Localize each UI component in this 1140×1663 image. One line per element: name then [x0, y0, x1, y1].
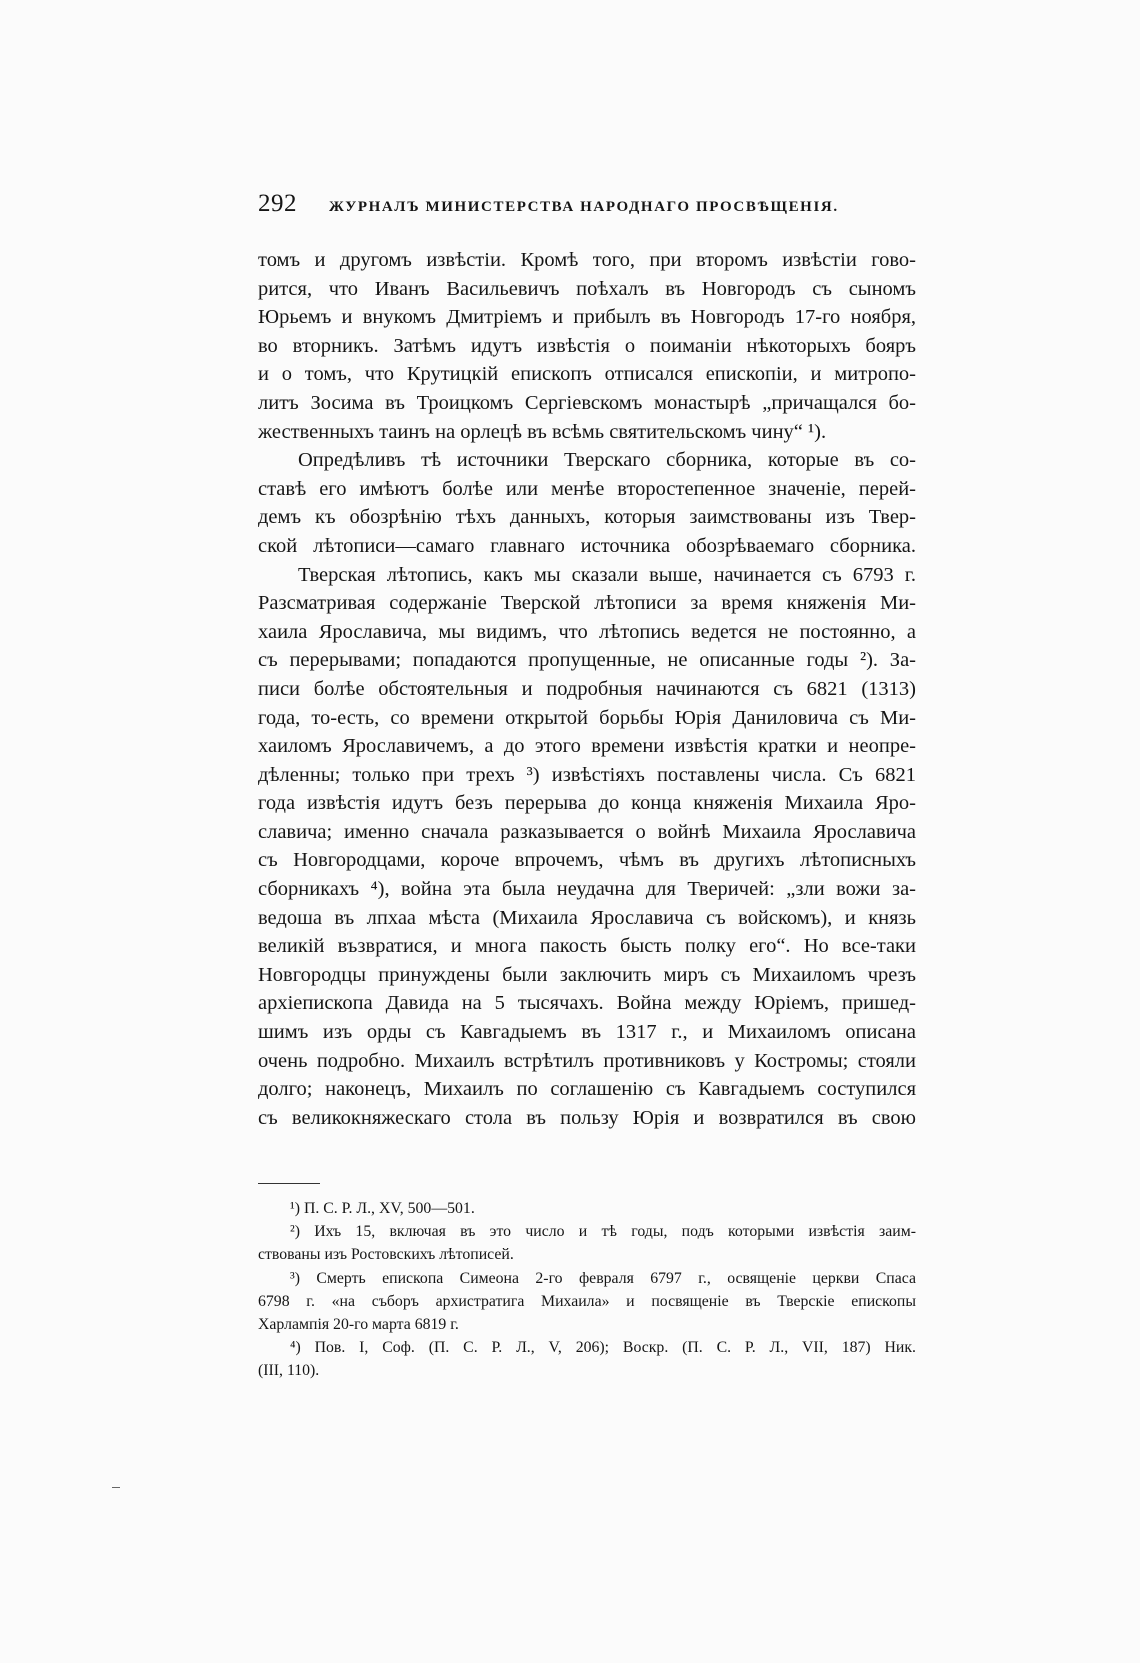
paragraph-2 — [258, 446, 916, 560]
footnote-line: ³) Смерть епископа Симеона 2-го февраля 6797 г., освященіе церкви Спаса — [290, 1269, 916, 1287]
text-line: Юрьемъ и внукомъ Дмитріемъ и прибылъ въ Новгородъ 17-го ноября, — [258, 306, 916, 329]
footnote-line: Харлампія 20-го марта 6819 г. — [258, 1316, 459, 1334]
text-line: томъ и другомъ извѣстіи. Кромѣ того, при второмъ извѣстіи гово- — [258, 249, 916, 271]
text-line: рится, что Иванъ Васильевичъ поѣхалъ въ Новгородъ съ сыномъ — [258, 277, 916, 300]
text-line: года извѣстія идутъ безъ перерыва до конца княженія Михаила Яро- — [258, 792, 916, 815]
running-head: ЖУРНАЛЪ МИНИСТЕРСТВА НАРОДНАГО ПРОСВѢЩЕНІЯ. — [329, 199, 839, 215]
text-line: великій възвратися, и многа пакость бысть полку его“. Но все-таки — [258, 935, 916, 958]
text-line: писи болѣе обстоятельныя и подробныя начинаются съ 6821 (1313) — [258, 677, 916, 700]
footnote-line: 6798 г. «на съборъ архистратига Михаила» и посвященіе въ Тверскіе епископы — [258, 1292, 916, 1310]
text-line: славича; именно сначала разказывается о войнѣ Михаила Ярославича — [258, 820, 916, 843]
text-line: во вторникъ. Затѣмъ идутъ извѣстія о поиманіи нѣкоторыхъ бояръ — [258, 334, 916, 357]
body-text — [258, 246, 916, 1132]
text-line: хаиломъ Ярославичемъ, а до этого времени извѣстія кратки и неопре- — [258, 735, 916, 758]
text-line: Опредѣливъ тѣ источники Тверскаго сборника, которые въ со- — [298, 449, 916, 472]
text-line: Тверская лѣтопись, какъ мы сказали выше, начинается съ 6793 г. — [298, 563, 916, 586]
text-line: Новгородцы принуждены были заключить миръ съ Михаиломъ чрезъ — [258, 963, 916, 986]
footnote-2 — [258, 1220, 916, 1266]
text-line: хаила Ярославича, мы видимъ, что лѣтопись ведется не постоянно, а — [258, 620, 916, 643]
text-line: и о томъ, что Крутицкій епископъ отписался епископіи, и митропо- — [258, 363, 916, 386]
text-line: Разсматривая содержаніе Тверской лѣтописи за время княженія Ми- — [258, 592, 916, 615]
footnote-4 — [258, 1336, 916, 1382]
text-line: съ великокняжескаго стола въ пользу Юрія и возвратился въ свою — [258, 1106, 916, 1129]
text-line: ставѣ его имѣютъ болѣе или менѣе второстепенное значеніе, перей- — [258, 477, 916, 500]
text-line: сборникахъ ⁴), война эта была неудачна для Тверичей: „зли вожи за- — [258, 878, 916, 901]
page-number: 292 — [258, 190, 297, 217]
text-line: съ Новгородцами, короче впрочемъ, чѣмъ въ другихъ лѣтописныхъ — [258, 849, 916, 872]
footnote-line: ²) Ихъ 15, включая въ это число и тѣ годы, подъ которыми извѣстія заим- — [290, 1223, 916, 1241]
text-line: ской лѣтописи—самаго главнаго источника обозрѣваемаго сборника. — [258, 534, 916, 557]
page-header — [258, 190, 918, 218]
text-line: дѣленны; только при трехъ ³) извѣстіяхъ поставлены числа. Съ 6821 — [258, 763, 916, 786]
text-line: демъ къ обозрѣнію тѣхъ данныхъ, которыя заимствованы изъ Твер- — [258, 506, 916, 529]
footnote-line: ⁴) Пов. I, Соф. (П. С. Р. Л., V, 206); Воскр. (П. С. Р. Л., VII, 187) Ник. — [290, 1339, 916, 1357]
text-line: года, то-есть, со времени открытой борьбы Юрія Даниловича съ Ми- — [258, 706, 916, 729]
footnote-divider — [258, 1183, 320, 1184]
text-line: съ перерывами; попадаются пропущенные, не описанные годы ²). За- — [258, 649, 916, 672]
footnote-line: ствованы изъ Ростовскихъ лѣтописей. — [258, 1246, 514, 1264]
footnote-1 — [258, 1197, 916, 1220]
text-line: жественныхъ таинъ на орлецѣ въ всѣмь святительскомъ чину“ ¹). — [258, 420, 827, 443]
paragraph-1 — [258, 246, 916, 446]
text-line: ведоша въ лпхаа мѣста (Михаила Ярославича съ войскомъ), и князь — [258, 906, 916, 929]
text-line: архіепископа Давида на 5 тысячахъ. Война между Юріемъ, пришед- — [258, 992, 916, 1015]
text-line: долго; наконецъ, Михаилъ по соглашенію съ Кавгадыемъ соступился — [258, 1078, 916, 1101]
footnote-line: ¹) П. С. Р. Л., XV, 500—501. — [290, 1200, 475, 1217]
text-line: литъ Зосима въ Троицкомъ Сергіевскомъ монастырѣ „причащался бо- — [258, 391, 916, 414]
footnote-3 — [258, 1267, 916, 1337]
text-line: очень подробно. Михаилъ встрѣтилъ противниковъ у Костромы; стояли — [258, 1049, 916, 1072]
text-line: шимъ изъ орды съ Кавгадыемъ въ 1317 г., и Михаиломъ описана — [258, 1021, 916, 1044]
footnotes — [258, 1197, 916, 1383]
paragraph-3 — [258, 561, 916, 1133]
margin-mark — [112, 1487, 120, 1488]
footnote-line: (III, 110). — [258, 1362, 320, 1380]
